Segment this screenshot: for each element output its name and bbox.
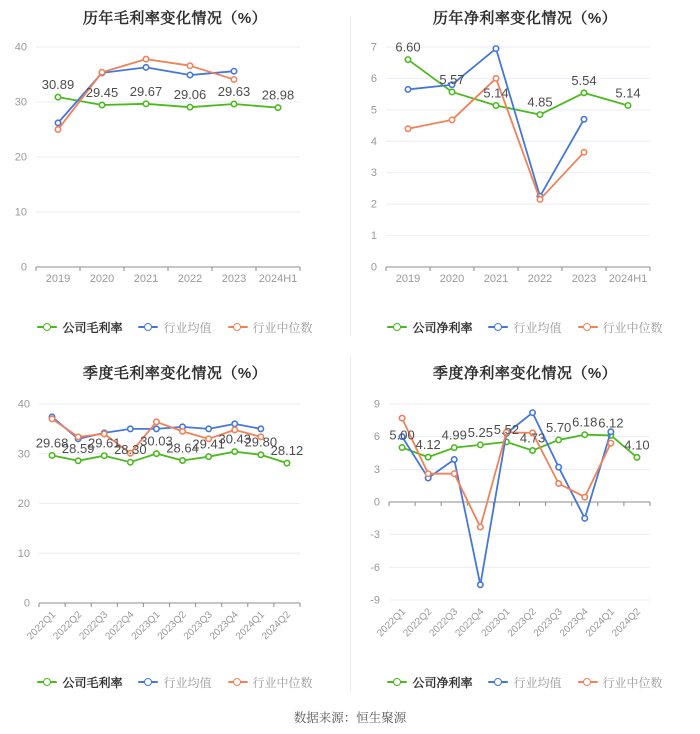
legend-label: 行业中位数 (602, 675, 663, 690)
svg-text:29.06: 29.06 (173, 87, 207, 103)
legend-label: 行业均值 (513, 675, 562, 690)
svg-text:5.57: 5.57 (439, 71, 465, 87)
svg-text:9: 9 (373, 398, 380, 411)
svg-text:2: 2 (370, 198, 377, 211)
svg-text:29.68: 29.68 (35, 435, 69, 451)
legend-line-circle-icon (488, 678, 508, 687)
legend-item-green (37, 319, 122, 336)
svg-text:30: 30 (17, 448, 30, 461)
svg-text:2023: 2023 (571, 273, 597, 285)
svg-text:40: 40 (17, 398, 30, 411)
legend-line-circle-icon (488, 323, 508, 332)
svg-text:10: 10 (14, 206, 27, 219)
svg-text:28.30: 28.30 (114, 442, 147, 458)
svg-text:30: 30 (14, 96, 27, 109)
legend-label: 公司净利率 (412, 675, 473, 690)
svg-text:2020: 2020 (89, 273, 115, 285)
svg-text:5.25: 5.25 (467, 424, 494, 440)
legend-line-circle-icon (138, 323, 158, 332)
svg-text:10: 10 (17, 547, 30, 560)
svg-text:2023Q3: 2023Q3 (181, 609, 215, 643)
svg-text:2022: 2022 (177, 273, 203, 285)
line-chart-canvas (0, 379, 350, 679)
svg-text:40: 40 (14, 41, 27, 54)
svg-text:4.85: 4.85 (527, 94, 553, 110)
svg-text:29.63: 29.63 (217, 84, 251, 100)
legend-item-green (387, 674, 472, 691)
svg-text:2022Q4: 2022Q4 (103, 609, 137, 643)
svg-text:20: 20 (17, 498, 30, 510)
svg-text:29.67: 29.67 (129, 83, 163, 99)
legend-line-circle-icon (578, 323, 598, 332)
line-chart-canvas (0, 24, 350, 324)
svg-text:2022Q3: 2022Q3 (77, 609, 111, 643)
svg-text:2022Q1: 2022Q1 (375, 606, 409, 640)
svg-text:28.59: 28.59 (61, 440, 95, 456)
svg-text:2021: 2021 (133, 273, 159, 285)
svg-text:4.73: 4.73 (519, 430, 546, 446)
legend-line-circle-icon (578, 678, 598, 687)
svg-text:2024H1: 2024H1 (608, 273, 648, 285)
svg-text:29.45: 29.45 (85, 85, 119, 101)
svg-text:4.12: 4.12 (415, 437, 441, 453)
svg-text:2024Q2: 2024Q2 (610, 606, 644, 640)
chart-annual-gross-margin (0, 0, 350, 355)
svg-text:3: 3 (373, 463, 380, 476)
legend-label: 行业均值 (513, 320, 562, 335)
chart-quarterly-net-margin (350, 355, 700, 710)
svg-text:2022Q2: 2022Q2 (401, 606, 435, 640)
legend-line-circle-icon (387, 323, 407, 332)
svg-text:30.03: 30.03 (140, 433, 173, 449)
svg-text:2024Q2: 2024Q2 (260, 609, 294, 643)
svg-text:29.61: 29.61 (87, 435, 121, 451)
svg-text:2023: 2023 (221, 273, 247, 285)
vertical-divider-bottom (350, 356, 351, 692)
legend-item-blue (138, 674, 211, 691)
legend-line-circle-icon (228, 678, 248, 687)
svg-text:6.60: 6.60 (395, 39, 421, 55)
svg-text:2022Q1: 2022Q1 (25, 609, 59, 643)
svg-text:4: 4 (370, 135, 377, 148)
chart-quarterly-gross-margin (0, 355, 350, 710)
svg-text:2020: 2020 (439, 273, 465, 285)
svg-text:2022: 2022 (527, 273, 553, 285)
legend-item-orange (578, 319, 663, 336)
svg-text:0: 0 (20, 261, 27, 274)
svg-text:2021: 2021 (483, 273, 509, 285)
legend-item-orange (578, 674, 663, 691)
svg-text:5.52: 5.52 (493, 421, 520, 437)
svg-text:6.12: 6.12 (598, 415, 624, 431)
svg-text:2024Q1: 2024Q1 (234, 609, 267, 643)
chart-legend (350, 318, 700, 336)
legend-item-blue (138, 319, 211, 336)
legend-item-orange (228, 319, 313, 336)
legend-line-circle-icon (228, 323, 248, 332)
svg-text:2023Q1: 2023Q1 (479, 606, 513, 640)
svg-text:2023Q3: 2023Q3 (531, 606, 565, 640)
legend-item-blue (488, 319, 561, 336)
svg-text:6: 6 (373, 431, 380, 444)
legend-item-green (387, 319, 472, 336)
svg-text:29.80: 29.80 (244, 434, 278, 450)
svg-text:6.18: 6.18 (572, 414, 598, 430)
svg-text:5.14: 5.14 (483, 85, 509, 101)
svg-text:20: 20 (14, 151, 27, 164)
svg-text:28.12: 28.12 (270, 443, 304, 459)
svg-text:2023Q2: 2023Q2 (505, 606, 539, 640)
svg-text:5: 5 (370, 104, 377, 117)
svg-text:-6: -6 (370, 561, 380, 574)
legend-item-green (37, 674, 122, 691)
svg-text:2022Q4: 2022Q4 (453, 606, 487, 640)
legend-label: 行业均值 (163, 675, 212, 690)
svg-text:2023Q1: 2023Q1 (129, 609, 163, 643)
chart-legend (0, 673, 350, 691)
chart-title: 季度毛利率变化情况（%） (82, 365, 268, 382)
svg-text:-3: -3 (370, 529, 380, 542)
svg-text:4.10: 4.10 (624, 437, 650, 453)
svg-text:2023Q4: 2023Q4 (207, 609, 241, 643)
svg-text:0: 0 (23, 597, 30, 610)
chart-title: 历年毛利率变化情况（%） (82, 10, 268, 27)
line-chart-canvas (350, 24, 700, 324)
svg-text:2024Q1: 2024Q1 (584, 606, 617, 640)
legend-item-blue (488, 674, 561, 691)
svg-text:5.54: 5.54 (571, 72, 597, 88)
svg-text:6: 6 (370, 72, 377, 85)
svg-text:28.98: 28.98 (261, 87, 295, 103)
legend-item-orange (228, 674, 313, 691)
legend-line-circle-icon (138, 678, 158, 687)
svg-text:29.41: 29.41 (192, 436, 225, 452)
legend-line-circle-icon (387, 678, 407, 687)
svg-text:28.64: 28.64 (166, 440, 199, 456)
chart-legend (350, 673, 700, 691)
svg-text:2023Q4: 2023Q4 (557, 606, 591, 640)
legend-label: 公司毛利率 (62, 675, 123, 690)
chart-legend (0, 318, 350, 336)
legend-label: 行业中位数 (252, 675, 313, 690)
svg-text:0: 0 (370, 261, 377, 274)
chart-title: 季度净利率变化情况（%） (432, 365, 618, 382)
svg-text:1: 1 (370, 230, 377, 243)
data-source-note: 数据来源：恒生聚源 (293, 711, 407, 725)
svg-text:2019: 2019 (45, 273, 71, 285)
chart-title: 历年净利率变化情况（%） (432, 10, 618, 27)
legend-label: 公司净利率 (412, 320, 473, 335)
svg-text:2022Q3: 2022Q3 (427, 606, 461, 640)
svg-text:30.89: 30.89 (41, 77, 75, 93)
legend-line-circle-icon (37, 323, 57, 332)
svg-text:-9: -9 (370, 594, 380, 607)
chart-annual-net-margin (350, 0, 700, 355)
svg-text:5.70: 5.70 (545, 419, 572, 435)
svg-text:5.00: 5.00 (389, 427, 415, 443)
svg-text:5.14: 5.14 (615, 85, 641, 101)
legend-line-circle-icon (37, 678, 57, 687)
legend-label: 行业均值 (163, 320, 212, 335)
svg-text:2019: 2019 (395, 273, 421, 285)
svg-text:2022Q2: 2022Q2 (51, 609, 85, 643)
svg-text:7: 7 (370, 41, 377, 54)
line-chart-canvas (350, 379, 700, 679)
legend-label: 公司毛利率 (62, 320, 123, 335)
svg-text:3: 3 (370, 167, 377, 180)
legend-label: 行业中位数 (252, 320, 313, 335)
vertical-divider-top (350, 16, 351, 336)
svg-text:0: 0 (373, 496, 380, 509)
svg-text:30.43: 30.43 (218, 431, 252, 447)
svg-text:2023Q2: 2023Q2 (155, 609, 189, 643)
svg-text:4.99: 4.99 (441, 427, 467, 443)
legend-label: 行业中位数 (602, 320, 663, 335)
svg-text:2024H1: 2024H1 (258, 273, 298, 285)
